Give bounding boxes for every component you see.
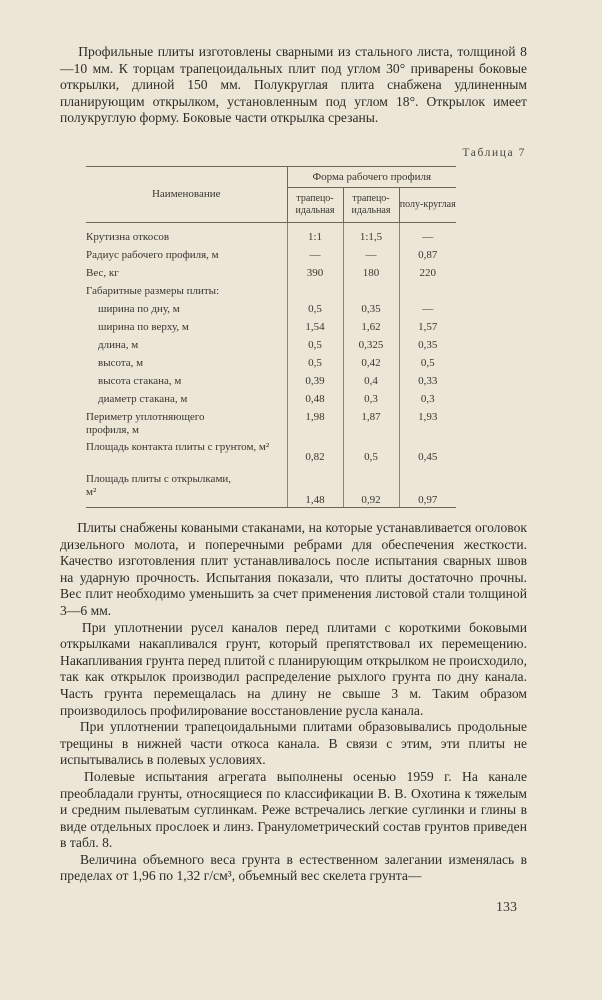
table-row [86, 249, 456, 267]
page-number: 133 [496, 900, 517, 915]
row-name: диаметр стакана, м [98, 393, 188, 405]
header-group: Форма рабочего профиля [287, 167, 456, 188]
row-name: Периметр уплотняющего профиля, м [86, 411, 205, 436]
cell: 0,5 [287, 339, 343, 357]
cell: 0,48 [287, 393, 343, 411]
cell: 1,57 [399, 321, 456, 339]
cell: — [399, 231, 456, 249]
header-name: Наименование [86, 167, 287, 223]
header-col-1: трапецо-идальная [287, 188, 343, 223]
cell: 1:1 [287, 231, 343, 249]
header-col-3: полу-круглая [399, 188, 456, 223]
cell: 390 [287, 267, 343, 285]
cell [399, 285, 456, 303]
row-name: Площадь плиты с открылками, м² [86, 473, 287, 508]
table-row [86, 441, 456, 473]
cell: 1:1,5 [343, 231, 399, 249]
table-7 [86, 166, 456, 508]
paragraph-text: При уплотнении трапецоидальными плитами образовывались продольные трещины в нижней части откоса канала. В связи с этим, эти плиты не испытывались в полевых условиях. [60, 719, 527, 768]
paragraph [60, 520, 527, 620]
cell: 1,62 [343, 321, 399, 339]
paragraph [60, 719, 527, 769]
row-name: ширина по верху, м [98, 321, 189, 333]
cell: 0,5 [343, 441, 399, 473]
cell: 0,82 [287, 441, 343, 473]
cell: 0,5 [287, 303, 343, 321]
cell: 0,3 [399, 393, 456, 411]
row-name: Габаритные размеры плиты: [86, 285, 220, 297]
row-name: Радиус рабочего профиля, м [86, 249, 219, 261]
row-name: высота стакана, м [98, 375, 182, 387]
table-row [86, 285, 456, 303]
table-row [86, 303, 456, 321]
table-row [86, 473, 456, 508]
cell: 0,4 [343, 375, 399, 393]
table-header-row [86, 167, 456, 188]
paragraph-text: Полевые испытания агрегата выполнены осенью 1959 г. На канале преобладали грунты, относящиеся по классификации В. В. Охотина к тяжелым и средним пылеватым суглинкам. Реже встречались легкие суглинки и глины в виде отдельных прослоек и линз. Гранулометрический состав грунтов приведен в табл. 8. [60, 768, 527, 851]
table-spacer [86, 223, 456, 232]
cell [287, 285, 343, 303]
cell: 1,48 [287, 473, 343, 508]
cell: 0,97 [399, 473, 456, 508]
table-row [86, 375, 456, 393]
paragraph-text: Величина объемного веса грунта в естественном залегании изменялась в пределах от 1,96 по 1,32 г/см³, объемный вес скелета грунта— [60, 851, 527, 884]
cell: 0,92 [343, 473, 399, 508]
cell: 0,325 [343, 339, 399, 357]
cell: 180 [343, 267, 399, 285]
cell: 1,98 [287, 411, 343, 441]
cell: 0,35 [343, 303, 399, 321]
cell: 0,3 [343, 393, 399, 411]
cell: 0,39 [287, 375, 343, 393]
row-name: Площадь контакта плиты с грунтом, м² [86, 441, 270, 453]
cell: 0,33 [399, 375, 456, 393]
row-name: высота, м [98, 357, 144, 369]
table-row [86, 393, 456, 411]
table-row [86, 321, 456, 339]
table-row [86, 267, 456, 285]
table-row [86, 357, 456, 375]
cell: 0,5 [287, 357, 343, 375]
table-row [86, 411, 456, 441]
table-row [86, 231, 456, 249]
cell: 1,93 [399, 411, 456, 441]
body-text [60, 520, 527, 885]
row-name: длина, м [98, 339, 139, 351]
cell: 1,87 [343, 411, 399, 441]
paragraph [60, 620, 527, 720]
paragraph [60, 852, 527, 885]
cell: — [399, 303, 456, 321]
paragraph-text: При уплотнении русел каналов перед плитами с короткими боковыми открылками накапливался грунт, который препятствовал их перемещению. Накапливания грунта перед плитой с планирующим открылком не происходило, так как открылок производил распределение рыхлого грунта по дну канала. Часть грунта перемещалась на длину не свыше 3 м. Таким образом производилось профилирование восстановление русла канала. [60, 619, 527, 718]
cell [343, 285, 399, 303]
cell: 0,45 [399, 441, 456, 473]
cell: 220 [399, 267, 456, 285]
paragraph-intro-text: Профильные плиты изготовлены сварными из стального листа, толщиной 8—10 мм. К торцам трапецоидальных плит под углом 30° приварены боковые открылки, длиной 150 мм. Полукруглая плита снабжена удлиненным планирующим открылком, установленным под углом 18°. Открылок имеет полукруглую форму. Боковые части открылка срезаны. [60, 44, 527, 126]
table-caption: Таблица 7 [462, 147, 526, 159]
paragraph-intro [60, 44, 527, 127]
paragraph-text: Плиты снабжены коваными стаканами, на которые устанавливается оголовок дизельного молота, и поперечными ребрами для обеспечения жесткости. Качество изготовления плит устанавливалось после испытания сварных швов на ударную прочность. Испытания показали, что плиты достаточно прочны. Вес плит необходимо уменьшить за счет применения листовой стали толщиной 3—6 мм. [60, 520, 527, 618]
cell: 1,54 [287, 321, 343, 339]
cell: — [287, 249, 343, 267]
paragraph [60, 769, 527, 852]
header-col-2: трапецо-идальная [343, 188, 399, 223]
cell: — [343, 249, 399, 267]
table-row [86, 339, 456, 357]
cell: 0,42 [343, 357, 399, 375]
cell: 0,5 [399, 357, 456, 375]
cell: 0,87 [399, 249, 456, 267]
cell: 0,35 [399, 339, 456, 357]
row-name: ширина по дну, м [98, 303, 180, 315]
row-name: Крутизна откосов [86, 231, 170, 243]
row-name: Вес, кг [86, 267, 119, 279]
